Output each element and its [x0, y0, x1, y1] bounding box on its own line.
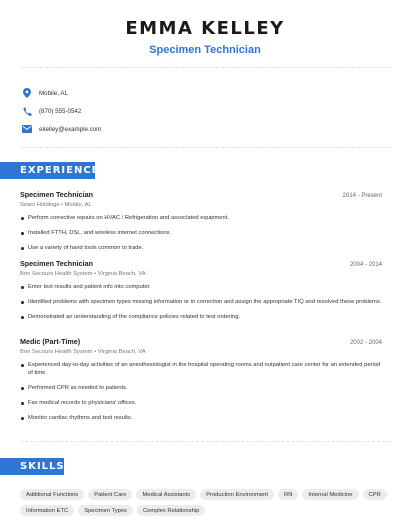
job-bullets — [20, 361, 382, 422]
contact-email — [22, 120, 101, 138]
skill-chip: Complex Relationship — [137, 505, 205, 516]
job-bullets — [20, 214, 382, 252]
job-entry-3 — [20, 337, 382, 429]
job-title: Specimen Technician — [20, 259, 93, 268]
skill-chip: RN — [278, 489, 298, 500]
skill-chip: Additional Functions — [20, 489, 84, 500]
skill-chip: CPR — [363, 489, 387, 500]
email-icon — [22, 124, 32, 134]
job-employer: Bon Secours Health System • Virginia Beach, VA — [20, 271, 146, 277]
job-title-heading: Specimen Technician — [149, 44, 261, 56]
bullet-item: Fax medical records to physicians' offices. — [20, 399, 382, 407]
job-title: Medic (Part-Time) — [20, 337, 81, 346]
bullet-item: Identified problems with specimen types missing information or in correction and assign the appropriate TIQ and resolved these problems. — [20, 298, 382, 306]
skill-chip: Medical Assistants — [136, 489, 196, 500]
bullet-item: Experienced day-to-day activities of an anesthesiologist in the hospital operating rooms and outpatient care center for an extended period of time. — [20, 361, 382, 377]
contact-email-text: ekelley@example.com — [39, 125, 102, 133]
skill-chip: Information ETC — [20, 505, 74, 516]
job-company: Sears Holdings — [20, 202, 60, 208]
contact-phone-text: (870) 555-0542 — [39, 107, 82, 115]
experience-section-heading: EXPERIENCE — [0, 162, 95, 179]
skills-section-heading: SKILLS — [0, 458, 64, 475]
bullet-item: Monitor cardiac rhythms and test results. — [20, 414, 382, 422]
bullet-item: Installed FTTH, DSL, and wireless internet connections. — [20, 229, 382, 237]
phone-icon — [22, 106, 32, 116]
candidate-name: EMMA KELLEY — [125, 18, 285, 39]
job-location: Mobile, AL — [64, 202, 92, 208]
bullet-item: Use a variety of hand tools common to trade. — [20, 244, 382, 252]
job-location: Virginia Beach, VA — [97, 271, 146, 277]
skill-chip: Production Environment — [200, 489, 274, 500]
job-entry-1 — [20, 190, 382, 259]
job-employer: Bon Secours Health System • Virginia Beach, VA — [20, 349, 146, 355]
contact-list — [22, 84, 101, 138]
job-location: Virginia Beach, VA — [97, 349, 146, 355]
job-dates: 2002 - 2004 — [349, 340, 382, 346]
job-employer: Sears Holdings • Mobile, AL — [20, 202, 92, 208]
job-entry-2 — [20, 259, 382, 328]
bullet-item: Demonstrated an understanding of the compliance policies related to test ordering. — [20, 313, 382, 321]
contact-location-text: Mobile, AL — [39, 89, 68, 97]
contact-divider — [20, 147, 390, 148]
job-company: Bon Secours Health System — [20, 349, 93, 355]
skill-chip: Internal Medicine — [302, 489, 358, 500]
contact-phone — [22, 102, 101, 120]
location-pin-icon — [22, 88, 32, 98]
bullet-item: Performed CPR as needed to patients. — [20, 384, 382, 392]
job-dates: 2014 - Present — [342, 193, 382, 199]
job-bullets — [20, 283, 382, 321]
job-company: Bon Secours Health System — [20, 271, 93, 277]
contact-location — [22, 84, 101, 102]
experience-divider — [20, 441, 390, 442]
header-divider — [20, 67, 390, 68]
skills-list — [20, 489, 390, 516]
bullet-item: Enter test results and patient info into computer. — [20, 283, 382, 291]
skill-chip: Specimen Types — [78, 505, 133, 516]
job-title: Specimen Technician — [20, 190, 93, 199]
bullet-item: Perform corrective repairs on HVAC / Refrigeration and associated equipment. — [20, 214, 382, 222]
job-dates: 2004 - 2014 — [349, 262, 382, 268]
resume-header — [0, 18, 410, 56]
skill-chip: Patient Care — [88, 489, 132, 500]
